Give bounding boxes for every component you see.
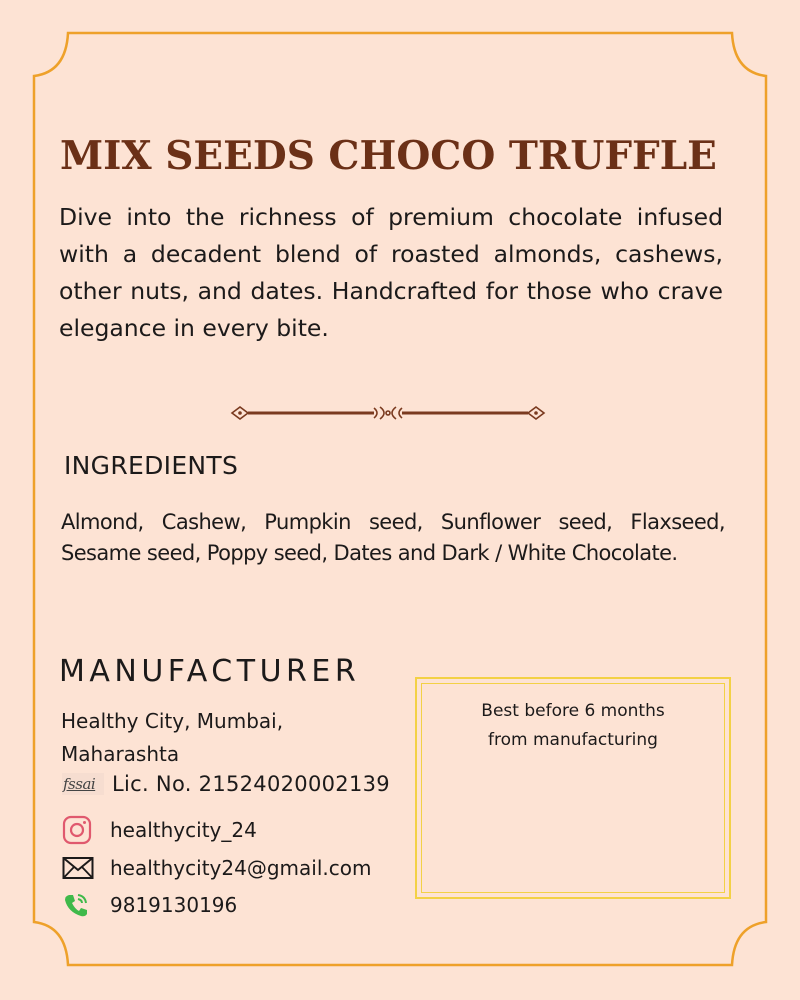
best-before-line-1: Best before 6 months — [481, 701, 665, 721]
product-description: Dive into the richness of premium chocolate infused with a decadent blend of roasted almonds, cashews, other nuts, and dates. Handcrafted for those who crave elegance in every bite. — [59, 203, 723, 342]
fssai-logo: fssai — [62, 773, 104, 795]
address-line-1: Healthy City, Mumbai, — [61, 709, 284, 733]
instagram-icon — [62, 815, 98, 845]
ornamental-divider-icon — [228, 398, 548, 428]
phone-icon — [62, 890, 98, 920]
product-title: MIX SEEDS CHOCO TRUFFLE — [60, 133, 717, 179]
best-before-line-2: from manufacturing — [488, 730, 658, 750]
license-number: Lic. No. 21524020002139 — [112, 772, 390, 796]
instagram-row — [62, 815, 257, 845]
address-line-2: Maharashta — [61, 742, 180, 766]
phone-row — [62, 890, 237, 920]
manufacturer-heading: MANUFACTURER — [59, 654, 361, 689]
best-before-text — [417, 697, 729, 755]
best-before-box — [415, 677, 731, 899]
email-row — [62, 853, 371, 883]
manufacturer-address — [61, 705, 361, 771]
ingredients-heading: INGREDIENTS — [64, 451, 239, 480]
ingredients-list: Almond, Cashew, Pumpkin seed, Sunflower seed, Flaxseed, Sesame seed, Poppy seed, Dates and Dark / White Chocolate. — [61, 510, 725, 565]
instagram-handle[interactable]: healthycity_24 — [110, 818, 257, 842]
email-address[interactable]: healthycity24@gmail.com — [110, 856, 372, 880]
phone-number[interactable]: 9819130196 — [110, 893, 238, 917]
mail-icon — [62, 853, 98, 883]
license-row — [62, 772, 390, 796]
